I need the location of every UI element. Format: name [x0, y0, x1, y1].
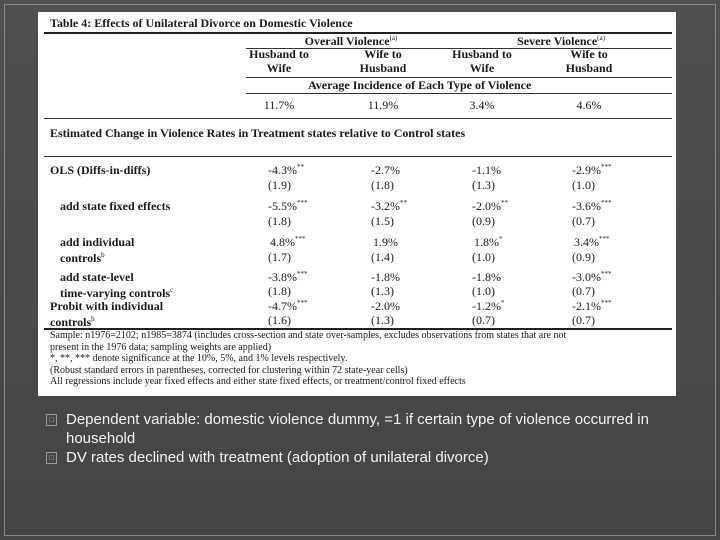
estimate-cell: [268, 271, 308, 284]
estimate-value: -1.8%: [472, 270, 501, 284]
estimate-cell: [371, 164, 400, 177]
std-error-cell: (1.0): [472, 284, 495, 298]
footnote-mark: c: [170, 286, 174, 294]
std-error-cell: (1.4): [371, 250, 394, 264]
estimate-value: 3.4%: [574, 235, 599, 249]
note-line: Sample: n1976=2102; n1985=3874 (includes cross-section and state over-samples, excludes observations from states that are not: [50, 330, 567, 341]
bullet-text: Dependent variable: domestic violence dummy, =1 if certain type of violence occurred in household: [66, 411, 649, 447]
significance-stars: ***: [601, 270, 612, 278]
row-label-line: time-varying controls: [60, 286, 171, 300]
row-label-ols: [50, 164, 150, 177]
std-error-cell: (0.7): [572, 284, 595, 298]
estimate-cell: [270, 236, 306, 249]
row-label-line: controls: [60, 251, 102, 265]
estimate-cell: [472, 300, 505, 313]
col-head-line: Wife: [469, 61, 495, 75]
col-head-line: Wife: [266, 61, 292, 75]
col-head-overall-h2w: [224, 47, 334, 75]
bullet-text: DV rates declined with treatment (adoption of unilateral divorce): [66, 449, 489, 466]
section-label: Estimated Change in Violence Rates in Treatment states relative to Control states: [50, 126, 466, 140]
section-rule: [44, 156, 672, 157]
estimate-value: -4.3%: [268, 163, 297, 177]
std-error-cell: (1.8): [268, 284, 291, 298]
note-line: present in the 1976 data; sampling weights are applied): [50, 341, 272, 353]
row-label-line: add individual: [60, 235, 135, 249]
estimate-value: -1.8%: [371, 270, 400, 284]
estimate-cell: [371, 271, 400, 284]
group-label: Overall Violence: [304, 34, 390, 48]
estimate-value: -3.0%: [572, 270, 601, 284]
col-head-severe-h2w: [427, 47, 537, 75]
col-head-line: Wife to: [364, 47, 402, 61]
bullet-item: [46, 410, 666, 448]
std-error-cell: (1.8): [371, 178, 394, 192]
footnote-mark: b: [101, 251, 105, 259]
estimate-cell: [373, 236, 398, 249]
estimate-cell: [574, 236, 610, 249]
significance-stars: **: [297, 163, 304, 171]
significance-stars: ***: [601, 299, 612, 307]
avg-value: 3.4%: [469, 98, 495, 112]
std-error-cell: (1.3): [371, 284, 394, 298]
table-image: [38, 12, 676, 396]
std-error-cell: (1.0): [572, 178, 595, 192]
row-label-individual-controls: [60, 236, 134, 265]
significance-stars: ***: [295, 235, 306, 243]
estimate-cell: [572, 200, 612, 213]
estimate-value: -2.1%: [572, 299, 601, 313]
estimate-value: -4.7%: [268, 299, 297, 313]
col-head-overall-w2h: [328, 47, 438, 75]
significance-stars: ***: [297, 299, 308, 307]
std-error-cell: (0.7): [572, 313, 595, 327]
estimate-cell: [474, 236, 503, 249]
avg-label-underline: [246, 93, 672, 94]
estimate-cell: [572, 300, 612, 313]
col-head-line: Wife to: [570, 47, 608, 61]
col-head-line: Husband to: [249, 47, 309, 61]
estimate-cell: [268, 164, 304, 177]
estimate-cell: [268, 200, 308, 213]
estimate-value: 4.8%: [270, 235, 295, 249]
avg-value: 4.6%: [576, 98, 602, 112]
estimate-value: 1.8%: [474, 235, 499, 249]
footnote-mark: (a): [597, 34, 605, 42]
std-error-cell: (1.7): [268, 250, 291, 264]
group-label: Severe Violence: [517, 34, 598, 48]
section-rule: [44, 118, 672, 119]
note-line: *, **, *** denote significance at the 10%, 5%, and 1% levels respectively.: [50, 353, 348, 364]
significance-stars: ***: [297, 199, 308, 207]
bullet-list: [46, 410, 666, 467]
row-label-line: add state-level: [60, 270, 134, 284]
std-error-cell: (1.5): [371, 214, 394, 228]
std-error-cell: (0.7): [472, 313, 495, 327]
row-label-probit: [50, 300, 163, 329]
estimate-value: -3.2%: [371, 199, 400, 213]
std-error-cell: (1.8): [268, 214, 291, 228]
std-error-cell: (0.7): [572, 214, 595, 228]
row-label-line: OLS (Diffs-in-diffs): [50, 163, 151, 177]
row-label-line: controls: [50, 315, 92, 329]
std-error-cell: (0.9): [572, 250, 595, 264]
std-error-cell: (1.6): [268, 313, 291, 327]
col-head-line: Husband to: [452, 47, 512, 61]
col-head-line: Husband: [359, 61, 407, 75]
estimate-value: -1.2%: [472, 299, 501, 313]
significance-stars: **: [501, 199, 508, 207]
estimate-cell: [572, 164, 612, 177]
estimate-value: -2.9%: [572, 163, 601, 177]
checkbox-bullet-icon: □: [46, 452, 57, 464]
std-error-cell: (1.3): [472, 178, 495, 192]
significance-stars: ***: [601, 163, 612, 171]
estimate-value: -2.0%: [472, 199, 501, 213]
significance-stars: **: [400, 199, 407, 207]
significance-stars: ***: [599, 235, 610, 243]
std-error-cell: (0.9): [472, 214, 495, 228]
bullet-item: [46, 448, 666, 467]
std-error-cell: (1.9): [268, 178, 291, 192]
note-line: All regressions include year fixed effects and either state fixed effects, or treatment/control fixed effects: [50, 376, 466, 387]
estimate-cell: [472, 200, 508, 213]
row-label-line: Probit with individual: [50, 299, 164, 313]
footnote-mark: (a): [389, 34, 398, 42]
significance-stars: *: [499, 235, 503, 243]
significance-stars: ***: [297, 270, 308, 278]
table-notes: [50, 330, 670, 388]
checkbox-bullet-icon: □: [46, 414, 57, 426]
estimate-value: 1.9%: [373, 235, 398, 249]
estimate-value: -5.5%: [268, 199, 297, 213]
average-incidence-label: Average Incidence of Each Type of Violence: [308, 78, 532, 92]
avg-value: 11.9%: [367, 98, 399, 112]
estimate-value: -2.7%: [371, 163, 400, 177]
estimate-cell: [472, 164, 501, 177]
row-label-line: add state fixed effects: [60, 199, 171, 213]
estimate-cell: [371, 300, 400, 313]
footnote-mark: b: [91, 315, 95, 323]
estimate-cell: [472, 271, 501, 284]
std-error-cell: (1.0): [472, 250, 495, 264]
note-line: (Robust standard errors in parentheses, corrected for clustering within 72 state-year cells): [50, 364, 408, 376]
estimate-value: -1.1%: [472, 163, 501, 177]
estimate-cell: [572, 271, 612, 284]
table-title: Table 4: Effects of Unilateral Divorce on Domestic Violence: [50, 16, 353, 30]
avg-value: 11.7%: [263, 98, 295, 112]
significance-stars: *: [501, 299, 505, 307]
estimate-cell: [268, 300, 308, 313]
estimate-cell: [371, 200, 407, 213]
col-head-severe-w2h: [534, 47, 644, 75]
col-head-line: Husband: [565, 61, 613, 75]
row-label-time-varying-controls: [60, 271, 173, 300]
row-label-state-fixed-effects: [60, 200, 170, 213]
estimate-value: -3.8%: [268, 270, 297, 284]
estimate-value: -2.0%: [371, 299, 400, 313]
estimate-value: -3.6%: [572, 199, 601, 213]
std-error-cell: (1.3): [371, 313, 394, 327]
significance-stars: ***: [601, 199, 612, 207]
